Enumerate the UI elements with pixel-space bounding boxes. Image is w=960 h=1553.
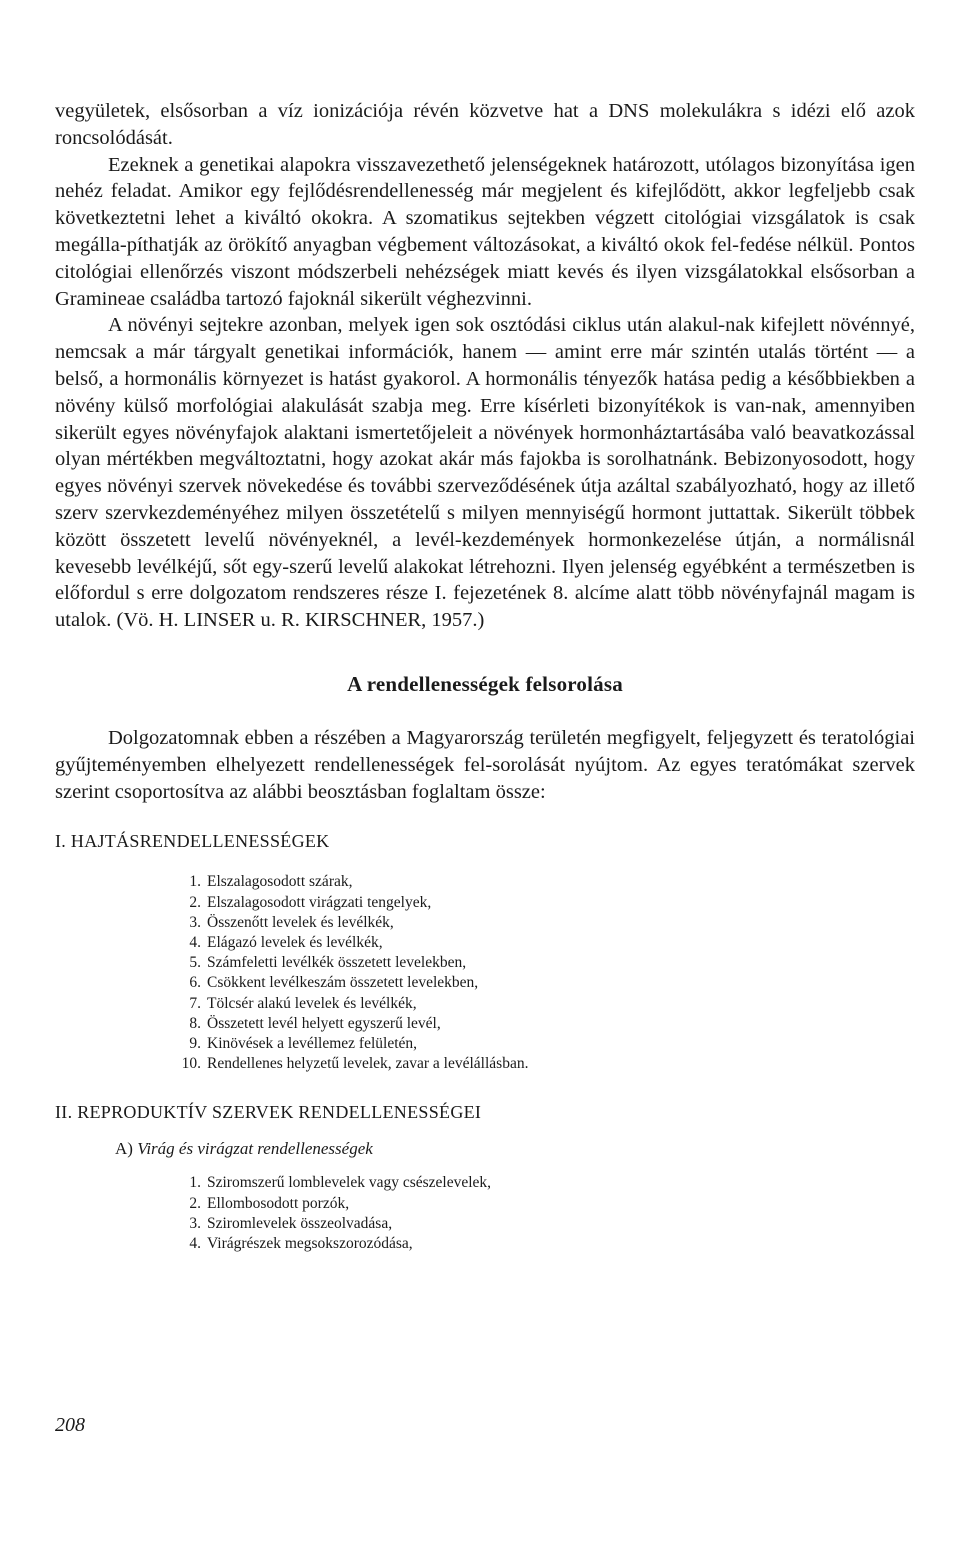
- part2-list: [173, 1173, 915, 1254]
- intro-paragraph: Dolgozatomnak ebben a részében a Magyarország területén megfigyelt, feljegyzett és teratológiai gyűjteményemben elhelyezett rendellenességek fel-sorolását nyújtom. Az egyes teratómákat szervek szerint csoportosítva az alábbi beosztásban foglaltam össze:: [55, 726, 915, 803]
- list-item: 9. Kinövések a levéllemez felületén,: [189, 1034, 418, 1052]
- list-item: 2. Ellombosodott porzók,: [189, 1194, 350, 1212]
- list-item: 6. Csökkent levélkeszám összetett levelekben,: [189, 974, 479, 992]
- part2-subheading: [115, 1139, 915, 1159]
- part1-heading: I. HAJTÁSRENDELLENESSÉGEK: [55, 831, 330, 852]
- list-item: 4. Elágazó levelek és levélkék,: [189, 933, 383, 951]
- list-item: 7. Tölcsér alakú levelek és levélkék,: [189, 994, 417, 1012]
- page-body: [55, 98, 915, 1254]
- part1-list: [173, 872, 915, 1074]
- list-item: 4. Virágrészek megsokszorozódása,: [189, 1234, 413, 1252]
- subheading-title: Virág és virágzat rendellenességek: [137, 1139, 373, 1159]
- list-item: 3. Sziromlevelek összeolvadása,: [189, 1214, 393, 1232]
- paragraph-3: A növényi sejtekre azonban, melyek igen sok osztódási ciklus után alakul-nak kifejlett növénnyé, nemcsak a már tárgyalt genetikai információk, hanem — amint erre már szintén utalás történt — a belső, a hormonális környezet is hatást gyakorol. A hormonális tényezők hatása pedig a későbbiekben a növény külső morfológiai alakulását szabja meg. Erre kísérleti bizonyítékok is van-nak, amennyiben sikerült egyes növényfajok alaktani ismertetőjeleit a növények hormonháztartásába való beavatkozással olyan mértékben megváltoztatni, hogy azokat akár más fajokba is sorolhatnánk. Bebizonyosodott, hogy egyes növényi szervek növekedése és további szerveződésének útja azáltal szabályozható, hogy az illető szerv szervkezdeményéhez milyen összetételű s milyen mennyiségű hormont juttattak. Sikerült többek között összetett levelű növényeknél, a levél-kezdemények hormonkezelése útján, a normálisnál kevesebb levélkéjű, sőt egy-szerű levelű alakokat létrehozni. Ilyen jelenség egyébként a természetben is előfordul s erre dolgozatom rendszeres része I. fejezetének 8. alcíme alatt több növényfajnál magam is utalok. (Vö. H. LINSER u. R. KIRSCHNER, 1957.): [55, 314, 915, 632]
- list-item: 1. Sziromszerű lomblevelek vagy csészelevelek,: [189, 1174, 492, 1192]
- list-item: 3. Összenőtt levelek és levélkék,: [189, 913, 394, 931]
- paragraph-2: Ezeknek a genetikai alapokra visszavezethető jelenségeknek határozott, utólagos bizonyítása igen nehéz feladat. Amikor egy fejlődésrendellenesség már megjelent és kifejlődött, akkor legfeljebb csak következtetni lehet a kiváltó okokra. A szomatikus sejtekben végzett citológiai vizsgálatok is csak megálla-píthatják az örökítő anyagban végbement változásokat, a kiváltó okok fel-fedése nélkül. Pontos citológiai ellenőrzés viszont módszerbeli nehézségek miatt kevés és ilyen vizsgálatokkal elsősorban a Gramineae családba tartozó fajoknál sikerült véghezvinni.: [55, 153, 915, 310]
- list-item: 8. Összetett levél helyett egyszerű levél,: [189, 1014, 441, 1032]
- page-number: 208: [55, 1414, 85, 1436]
- part2-heading: II. REPRODUKTÍV SZERVEK RENDELLENESSÉGEI: [55, 1102, 482, 1123]
- list-item: 10. Rendellenes helyzetű levelek, zavar a levélállásban.: [181, 1055, 529, 1073]
- list-item: 1. Elszalagosodott szárak,: [189, 873, 353, 891]
- section-title: A rendellenességek felsorolása: [347, 671, 623, 696]
- subheading-label: A): [115, 1139, 133, 1159]
- list-item: 2. Elszalagosodott virágzati tengelyek,: [189, 893, 432, 911]
- paragraph-1: vegyületek, elsősorban a víz ionizációja révén közvetve hat a DNS molekulákra s idézi elő azok roncsolódását.: [55, 100, 915, 149]
- list-item: 5. Számfeletti levélkék összetett levelekben,: [189, 954, 467, 972]
